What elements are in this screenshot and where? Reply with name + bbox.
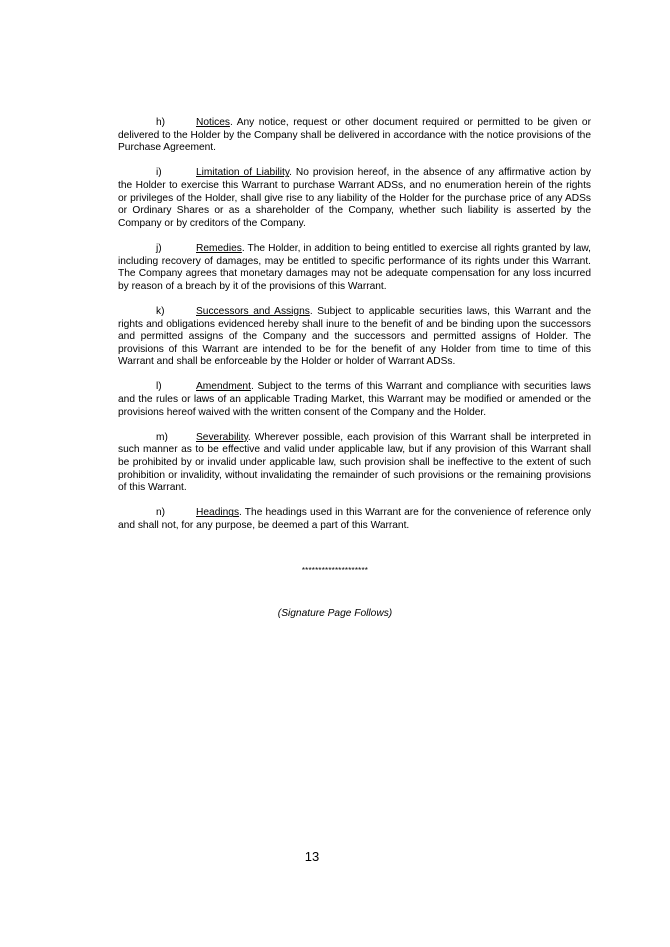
section-number: i) — [156, 167, 162, 179]
section-heading: Remedies — [196, 242, 242, 254]
section-text: . Subject to applicable securities laws, this Warrant and the rights and obligations evidenced hereby shall inure to the benefit of and be binding upon the successors and permitted assigns of the Company and the successors and permitted assigns of Holder. The provisions of this Warrant are intended to be for the benefit of any Holder from time to time of this Warrant and shall be enforceable by the Holder or holder of Warrant ADSs. — [118, 305, 591, 368]
section-paragraph — [118, 117, 591, 155]
section-heading: Successors and Assigns — [196, 305, 310, 317]
section-text: . Any notice, request or other document required or permitted to be given or delivered to the Holder by the Company shall be delivered in accordance with the notice provisions of the Purchase Agreement. — [118, 117, 591, 154]
section-heading: Notices — [196, 117, 230, 128]
section-paragraph — [118, 432, 591, 495]
section-paragraph — [118, 167, 591, 230]
section-text: . No provision hereof, in the absence of any affirmative action by the Holder to exercise this Warrant to purchase Warrant ADSs, and no enumeration herein of the rights or privileges of the Holder, shall give rise to any liability of the Holder for the purchase price of any ADSs or Ordinary Shares or as a shareholder of the Company, whether such liability is asserted by the Company or by creditors of the Company. — [118, 167, 591, 229]
section-number: k) — [156, 305, 165, 317]
section-text: . Wherever possible, each provision of this Warrant shall be interpreted in such manner as to be effective and valid under applicable law, but if any provision of this Warrant shall be prohibited by or invalid under applicable law, such provision shall be ineffective to the extent of such prohibition or invalidity, without invalidating the remainder of such provisions or the remaining provisions of this Warrant. — [118, 431, 591, 494]
section-number: l) — [156, 381, 162, 393]
section-text: . The Holder, in addition to being entitled to exercise all rights granted by law, including recovery of damages, may be entitled to specific performance of its rights under this Warrant. The Company agrees that monetary damages may not be adequate compensation for any loss incurred by reason of a breach by it of the provisions of this Warrant. — [118, 242, 591, 292]
section-number: h) — [156, 117, 166, 128]
section-heading: Amendment — [196, 381, 251, 393]
document-body — [118, 117, 591, 545]
section-heading: Headings — [196, 507, 240, 519]
page-number: 13 — [304, 849, 320, 864]
section-paragraph — [118, 243, 591, 293]
section-text: . The headings used in this Warrant are for the convenience of reference only and shall not, for any purpose, be deemed a part of this Warrant. — [118, 507, 591, 531]
section-paragraph — [118, 507, 591, 532]
asterisk-separator: ******************** — [301, 566, 369, 575]
section-heading: Severability — [196, 431, 248, 443]
section-number: j) — [156, 242, 162, 254]
section-paragraph — [118, 381, 591, 419]
section-paragraph — [118, 306, 591, 369]
section-text: . Subject to the terms of this Warrant and compliance with securities laws and the rules or laws of an applicable Trading Market, this Warrant may be modified or amended or the provisions hereof waived with the written consent of the Company and the Holder. — [118, 381, 591, 418]
section-heading: Limitation of Liability — [196, 167, 290, 179]
section-number: m) — [156, 431, 168, 443]
signature-page-note: (Signature Page Follows) — [277, 608, 393, 619]
section-number: n) — [156, 507, 166, 519]
